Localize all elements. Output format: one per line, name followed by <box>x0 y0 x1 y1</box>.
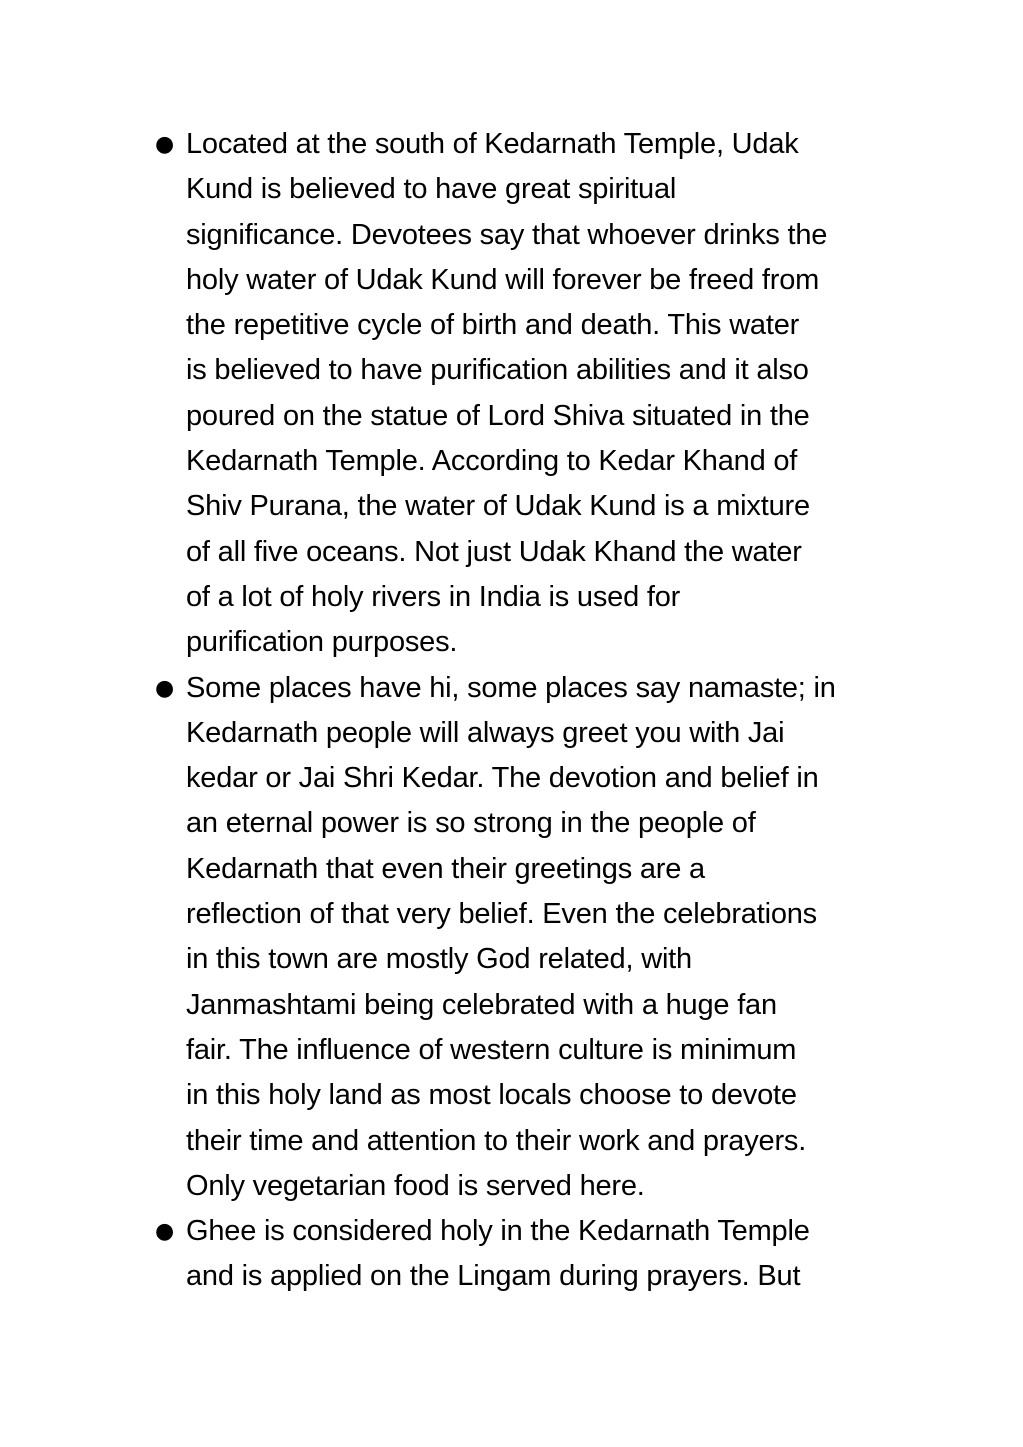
text-line: kedar or Jai Shri Kedar. The devotion and belief in <box>186 762 819 795</box>
text-line: in this town are mostly God related, with <box>186 943 692 976</box>
list-item <box>155 666 915 1210</box>
bullet-paragraph <box>186 1209 915 1300</box>
text-line: Kedarnath people will always greet you with Jai <box>186 716 785 749</box>
list-item <box>155 122 915 666</box>
text-line: Only vegetarian food is served here. <box>186 1169 645 1202</box>
text-line: the repetitive cycle of birth and death. This water <box>186 309 800 342</box>
text-line: Kedarnath Temple. According to Kedar Khand of <box>186 445 798 478</box>
bullet-list <box>155 122 915 1300</box>
text-line: significance. Devotees say that whoever drinks the <box>186 218 828 251</box>
text-line: Kedarnath that even their greetings are a <box>186 852 705 885</box>
text-line: and is applied on the Lingam during prayers. But <box>186 1260 801 1293</box>
list-item <box>155 1209 915 1300</box>
text-line: purification purposes. <box>186 626 458 659</box>
text-line: in this holy land as most locals choose to devote <box>186 1079 797 1112</box>
text-line: Shiv Purana, the water of Udak Kund is a mixture <box>186 490 810 523</box>
bullet-icon: ● <box>155 1219 175 1245</box>
bullet-icon: ● <box>155 675 175 701</box>
text-line: Some places have hi, some places say namaste; in <box>186 671 836 704</box>
text-line: is believed to have purification abilities and it also <box>186 354 809 387</box>
text-line: Janmashtami being celebrated with a huge fan <box>186 988 777 1021</box>
bullet-paragraph <box>186 122 915 666</box>
text-line: Located at the south of Kedarnath Temple, Udak <box>186 128 799 160</box>
text-line: reflection of that very belief. Even the celebrations <box>186 898 817 931</box>
text-line: their time and attention to their work and prayers. <box>186 1124 807 1157</box>
bullet-icon: ● <box>155 132 175 157</box>
text-line: poured on the statue of Lord Shiva situated in the <box>186 399 810 432</box>
text-line: an eternal power is so strong in the people of <box>186 807 756 840</box>
bullet-paragraph <box>186 666 915 1210</box>
text-line: holy water of Udak Kund will forever be freed from <box>186 263 820 296</box>
text-line: Kund is believed to have great spiritual <box>186 173 677 206</box>
text-line: of a lot of holy rivers in India is used for <box>186 580 681 613</box>
text-line: fair. The influence of western culture is minimum <box>186 1033 797 1066</box>
text-line: of all five oceans. Not just Udak Khand the water <box>186 535 802 568</box>
text-line: Ghee is considered holy in the Kedarnath Temple <box>186 1215 810 1248</box>
